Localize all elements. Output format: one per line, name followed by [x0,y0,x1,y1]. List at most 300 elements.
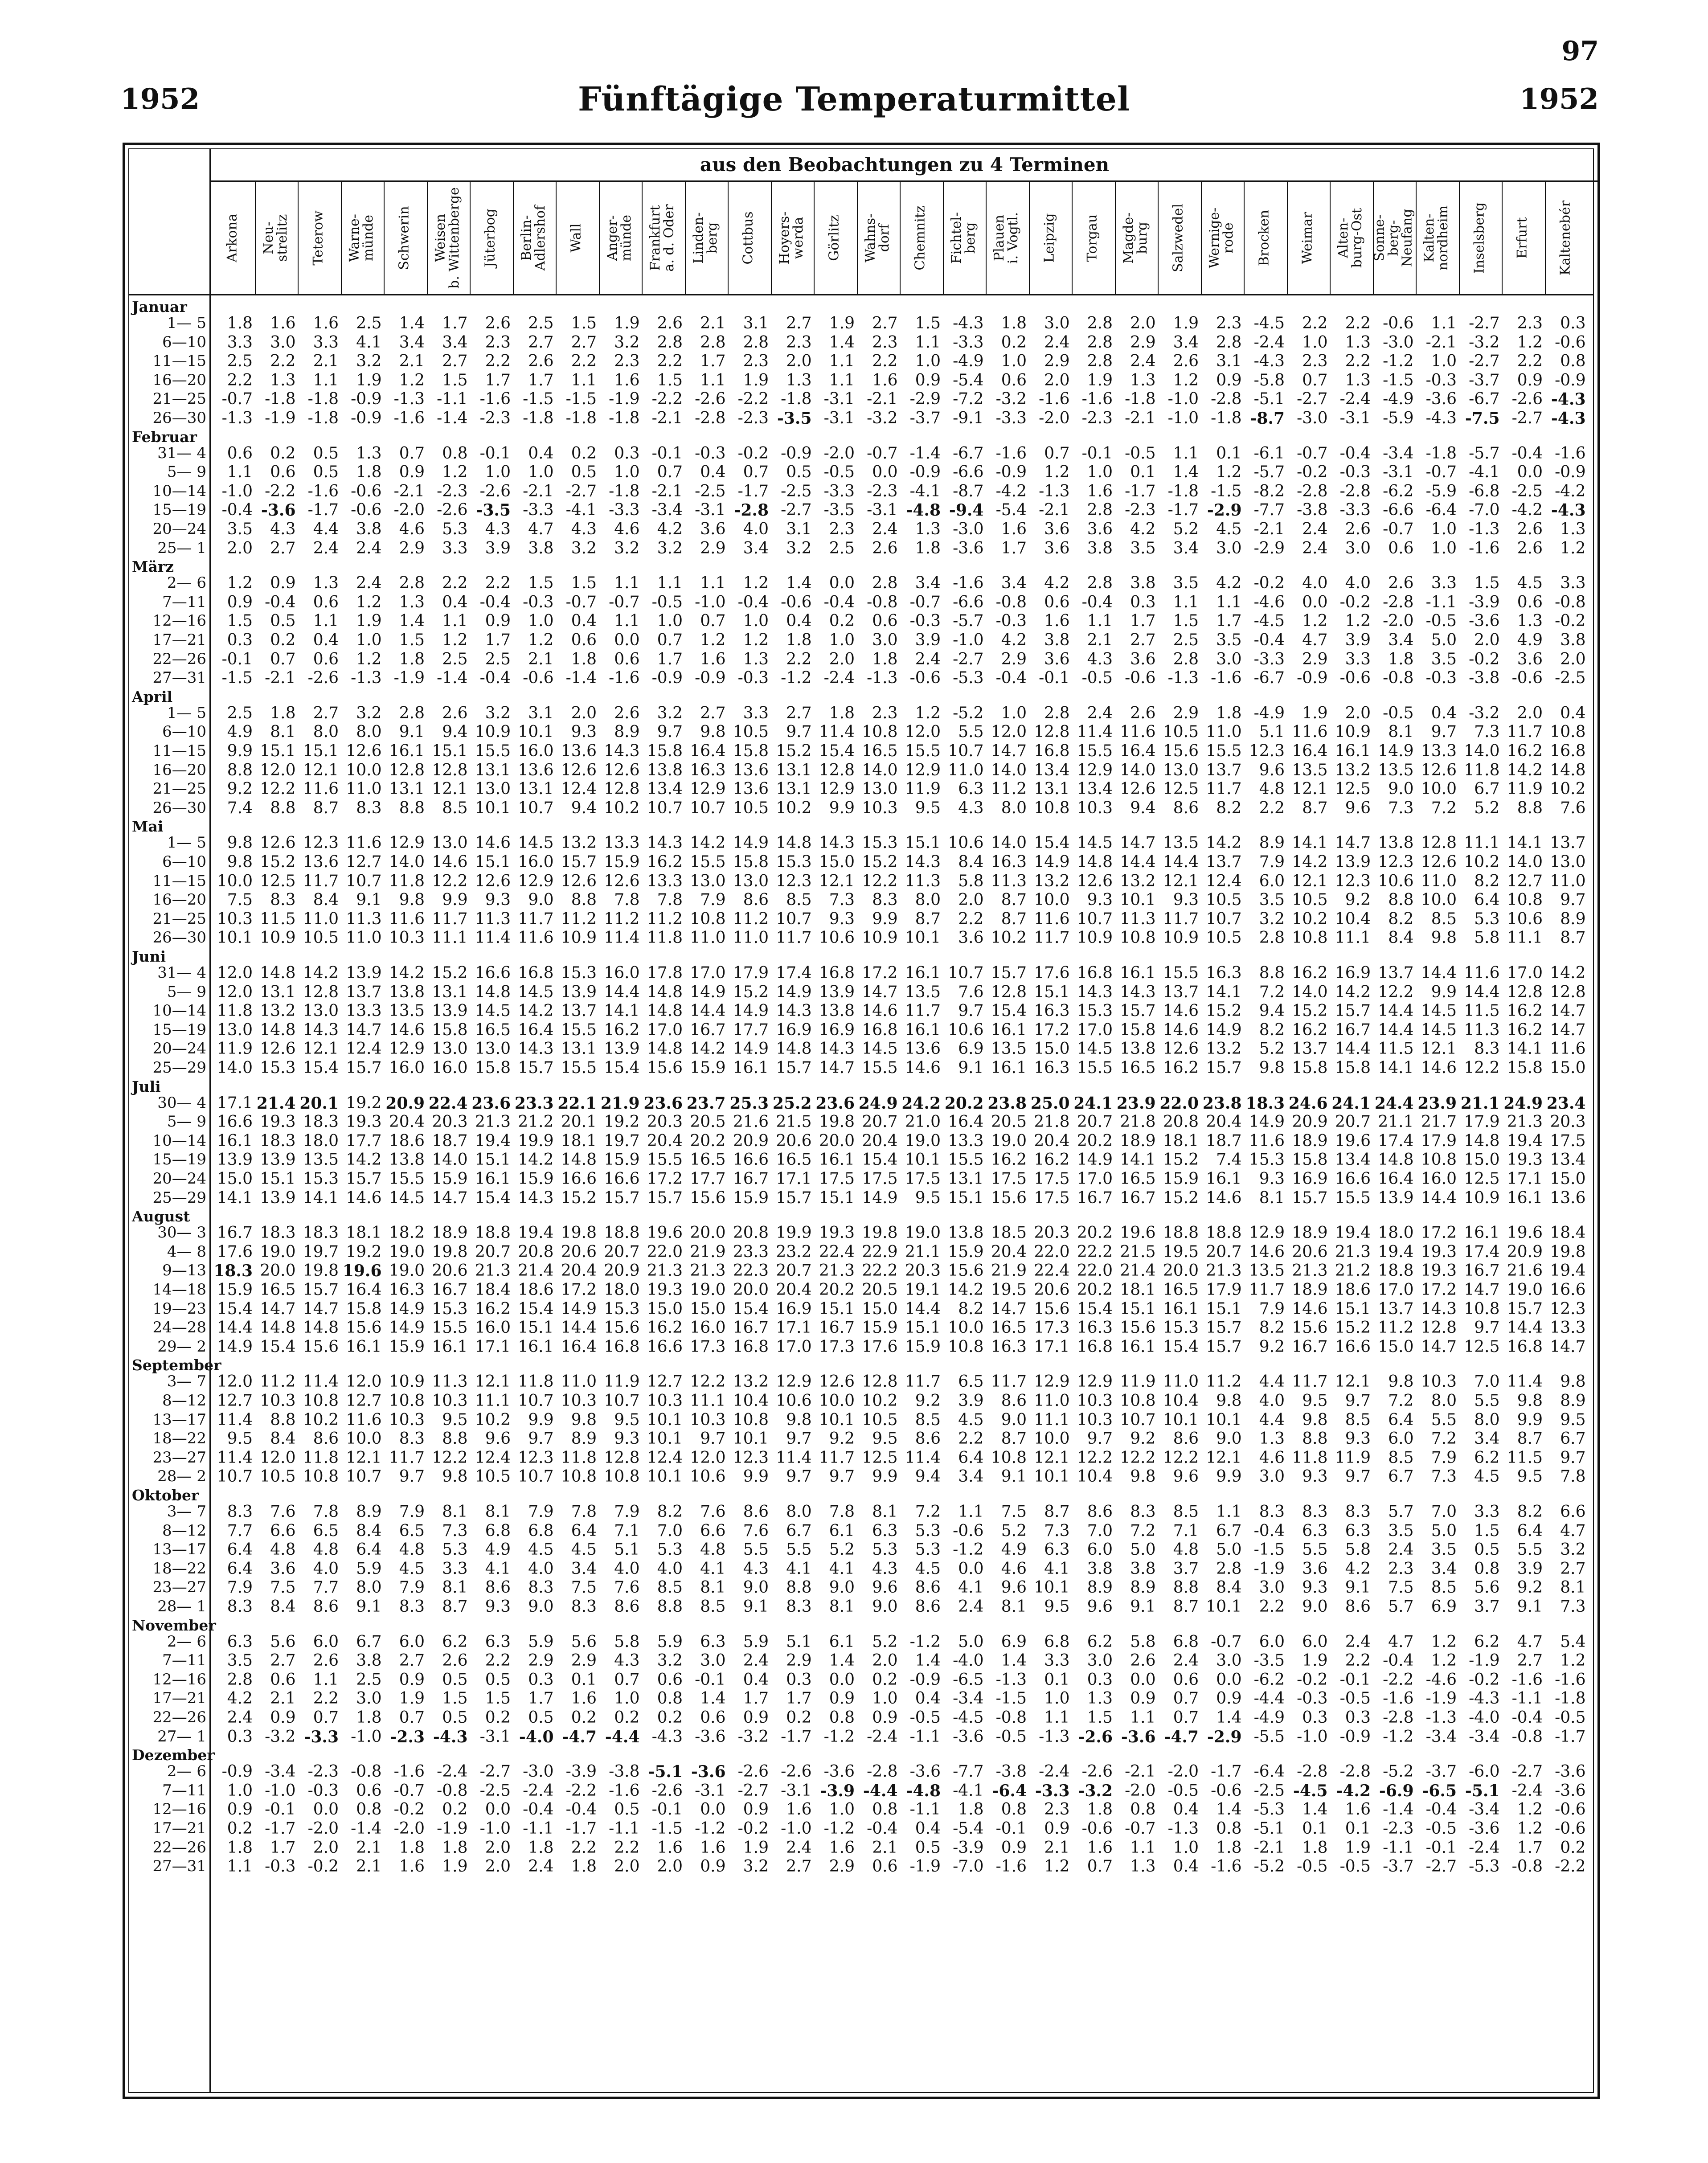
temperature-cell: -1.5 [1253,1540,1285,1559]
table-row [128,1671,1594,1690]
temperature-cell: 4.9 [1001,1540,1027,1559]
period-label: 7—11 [162,593,206,611]
temperature-cell: -3.6 [823,1762,855,1781]
temperature-cell: 2.8 [657,333,683,352]
temperature-cell: -1.2 [781,669,812,688]
temperature-cell: 6.0 [1259,1632,1285,1651]
temperature-cell: 15.5 [1077,1059,1113,1077]
temperature-cell: 1.1 [829,371,855,389]
temperature-cell: 21.1 [1460,1094,1500,1113]
temperature-cell: 2.4 [1087,704,1113,722]
temperature-cell: -3.1 [823,409,855,427]
month-label: Februar [132,428,197,446]
temperature-cell: 17.1 [776,1170,812,1188]
temperature-cell: -1.1 [609,1819,640,1838]
temperature-cell: 0.4 [528,444,554,463]
temperature-cell: 14.6 [1163,1002,1199,1020]
temperature-cell: 16.2 [604,1020,640,1039]
temperature-cell: 9.8 [786,1410,812,1429]
temperature-cell: 21.7 [1421,1113,1457,1131]
temperature-cell: 1.3 [1259,1430,1285,1448]
temperature-cell: 15.9 [905,1337,941,1356]
temperature-cell: 4.2 [657,520,683,538]
temperature-cell: 13.7 [1292,1040,1328,1058]
temperature-cell: 16.2 [1034,1151,1070,1169]
temperature-cell: -0.2 [1555,612,1586,631]
temperature-cell: 8.3 [399,1430,425,1448]
station-header [986,183,1027,293]
temperature-cell: 15.2 [776,742,812,760]
temperature-cell: 12.3 [303,834,339,852]
temperature-cell: 20.3 [1034,1224,1070,1242]
temperature-cell: 10.2 [303,1410,339,1429]
temperature-cell: 2.4 [313,539,339,557]
temperature-cell: 11.7 [905,1002,941,1020]
temperature-cell: -1.2 [1383,352,1414,371]
temperature-cell: 11.1 [1464,834,1500,852]
temperature-cell: 3.3 [1345,650,1371,668]
temperature-cell: -3.7 [1425,1762,1457,1781]
temperature-cell: 14.0 [1464,742,1500,760]
temperature-cell: 11.5 [1378,1040,1414,1058]
temperature-cell: -2.7 [953,650,984,668]
temperature-cell: -5.7 [1253,463,1285,482]
station-name: Arkona [224,213,240,262]
station-divider [728,180,729,294]
temperature-cell: 7.5 [571,1578,597,1597]
temperature-cell: 12.3 [1249,742,1285,760]
temperature-cell: 0.4 [571,612,597,631]
station-divider [1545,180,1546,294]
temperature-cell: 6.3 [485,1632,511,1651]
temperature-cell: -2.6 [437,501,468,520]
temperature-cell: 11.8 [217,1002,253,1020]
temperature-cell: 6.3 [700,1632,726,1651]
temperature-cell: 14.7 [1550,1002,1586,1020]
temperature-cell: 0.9 [1130,1689,1156,1708]
period-label: 7—11 [162,1781,206,1799]
temperature-cell: 11.2 [1378,1319,1414,1337]
temperature-cell: 14.8 [260,1020,296,1039]
temperature-cell: 1.2 [442,631,468,649]
temperature-cell: 16.7 [1120,1188,1156,1207]
temperature-cell: 1.0 [1431,352,1457,371]
temperature-cell: 8.8 [1173,1578,1199,1597]
temperature-cell: 4.8 [399,1540,425,1559]
temperature-cell: 14.4 [604,983,640,1001]
temperature-cell: -1.3 [1039,482,1070,500]
temperature-cell: 20.2 [944,1094,984,1113]
temperature-cell: 12.4 [346,1040,382,1058]
temperature-cell: 10.2 [475,1410,511,1429]
temperature-cell: 0.7 [1087,1857,1113,1876]
temperature-cell: 5.7 [1388,1598,1414,1616]
period-label: 23—27 [152,1578,206,1597]
temperature-cell: 6.1 [829,1521,855,1540]
station-divider [685,180,686,294]
temperature-cell: -1.8 [609,409,640,427]
temperature-cell: 16.0 [518,853,554,871]
temperature-cell: 14.8 [1550,761,1586,779]
temperature-cell: -3.3 [609,501,640,520]
temperature-cell: 14.1 [303,1188,339,1207]
temperature-cell: 15.5 [1206,742,1242,760]
temperature-cell: -2.3 [437,482,468,500]
temperature-cell: 14.8 [260,964,296,982]
temperature-cell: 22.9 [862,1242,898,1261]
temperature-cell: -0.4 [1253,1521,1285,1540]
temperature-cell: 3.3 [743,704,769,722]
temperature-cell: 20.2 [819,1281,855,1299]
temperature-cell: 1.9 [1345,1838,1371,1857]
temperature-cell: 1.6 [786,1800,812,1819]
period-label: 17—21 [152,1819,206,1837]
temperature-cell: 3.6 [1044,520,1070,538]
month-label: Juli [132,1077,161,1095]
temperature-cell: -1.2 [823,1727,855,1746]
temperature-cell: 14.5 [1077,834,1113,852]
temperature-cell: 6.2 [1474,1632,1500,1651]
temperature-cell: 3.2 [657,704,683,722]
temperature-cell: -1.3 [351,669,382,688]
temperature-cell: -0.8 [867,593,898,611]
temperature-cell: 14.4 [217,1319,253,1337]
temperature-cell: 11.8 [1464,761,1500,779]
temperature-cell: 9.8 [700,723,726,741]
temperature-cell: 9.3 [1302,1467,1328,1486]
temperature-cell: 3.5 [1388,1521,1414,1540]
temperature-cell: 10.5 [1292,891,1328,909]
temperature-cell: 2.2 [614,1838,640,1857]
temperature-cell: 2.7 [528,333,554,352]
temperature-cell: 15.1 [905,834,941,852]
temperature-cell: 16.8 [733,1337,769,1356]
temperature-cell: 10.1 [647,1467,683,1486]
temperature-cell: 17.1 [1034,1337,1070,1356]
temperature-cell: 0.2 [1560,1838,1586,1857]
temperature-cell: 0.5 [270,612,296,631]
temperature-cell: -0.8 [437,1781,468,1800]
temperature-cell: 9.3 [829,909,855,928]
temperature-cell: 16.6 [1335,1337,1371,1356]
temperature-cell: 2.6 [442,1651,468,1670]
temperature-cell: 3.4 [1431,1559,1457,1578]
temperature-cell: 10.8 [862,723,898,741]
temperature-cell: 5.9 [657,1632,683,1651]
temperature-cell: 8.5 [915,1410,941,1429]
temperature-cell: 15.5 [862,1059,898,1077]
temperature-cell: -1.6 [1081,390,1113,409]
temperature-cell: 10.0 [1034,891,1070,909]
period-label: 23—27 [152,1448,206,1467]
temperature-cell: 19.3 [819,1224,855,1242]
temperature-cell: 1.0 [657,612,683,631]
temperature-cell: 9.8 [1560,1372,1586,1391]
temperature-cell: 9.9 [442,891,468,909]
temperature-cell: 16.3 [1077,1319,1113,1337]
temperature-cell: 19.8 [561,1224,597,1242]
temperature-cell: 18.8 [604,1224,640,1242]
temperature-cell: 11.4 [217,1410,253,1429]
temperature-cell: 14.8 [776,834,812,852]
temperature-cell: -0.4 [1253,631,1285,649]
temperature-cell: 6.7 [1216,1521,1242,1540]
temperature-cell: 14.7 [819,1059,855,1077]
temperature-cell: 19.8 [862,1224,898,1242]
temperature-cell: 2.4 [1302,539,1328,557]
temperature-cell: 9.7 [1560,891,1586,909]
temperature-cell: 20.0 [1163,1262,1199,1280]
temperature-cell: -1.8 [1125,390,1156,409]
temperature-cell: -1.3 [1039,1727,1070,1746]
temperature-cell: 19.0 [389,1262,425,1280]
temperature-cell: -3.6 [1469,612,1500,631]
temperature-cell: 1.7 [700,352,726,371]
temperature-cell: -3.7 [909,409,941,427]
temperature-cell: -2.0 [1383,612,1414,631]
temperature-cell: 15.4 [475,1188,511,1207]
temperature-cell: 2.6 [1517,539,1543,557]
temperature-cell: 9.5 [1302,1392,1328,1410]
temperature-cell: 21.1 [1378,1113,1414,1131]
period-label: 15—19 [152,1020,206,1039]
temperature-cell: 0.5 [442,1670,468,1689]
temperature-cell: 2.0 [958,891,984,909]
temperature-cell: 12.1 [303,761,339,779]
temperature-cell: -2.0 [307,1819,339,1838]
temperature-cell: 13.0 [690,872,726,890]
temperature-cell: 1.0 [356,631,382,649]
period-label: 25—29 [152,1188,206,1207]
temperature-cell: -2.1 [1125,409,1156,427]
temperature-cell: 2.8 [872,574,898,593]
temperature-cell: 0.6 [1044,593,1070,611]
temperature-cell: 15.0 [1464,1151,1500,1169]
temperature-cell: 2.7 [786,314,812,332]
temperature-cell: 8.8 [1517,799,1543,817]
temperature-cell: 20.7 [604,1242,640,1261]
temperature-cell: 13.5 [905,983,941,1001]
temperature-cell: 9.8 [1517,1392,1543,1410]
temperature-cell: 1.2 [1560,539,1586,557]
temperature-cell: 15.7 [303,1281,339,1299]
temperature-cell: 17.6 [1034,964,1070,982]
temperature-cell: 1.1 [227,463,253,482]
temperature-cell: 1.7 [270,1838,296,1857]
temperature-cell: 11.4 [776,1448,812,1467]
temperature-cell: 12.3 [1378,853,1414,871]
temperature-cell: 14.3 [776,1002,812,1020]
temperature-cell: 1.2 [399,371,425,389]
temperature-cell: 13.5 [1249,1262,1285,1280]
temperature-cell: 15.5 [1163,964,1199,982]
period-label: 12—16 [152,612,206,630]
temperature-cell: -2.6 [479,482,511,500]
temperature-cell: 3.3 [1044,1651,1070,1670]
temperature-cell: 1.4 [700,1689,726,1708]
station-name: Görlitz [826,215,842,261]
temperature-cell: 10.5 [1206,891,1242,909]
temperature-cell: 12.0 [991,723,1027,741]
temperature-cell: 10.0 [1421,891,1457,909]
temperature-cell: 1.1 [1044,1708,1070,1727]
temperature-cell: 14.2 [1507,761,1543,779]
temperature-cell: 3.8 [1044,631,1070,649]
temperature-cell: 5.1 [1259,723,1285,741]
temperature-cell: 0.1 [571,1670,597,1689]
temperature-cell: -3.3 [304,1727,339,1746]
temperature-cell: -0.4 [479,669,511,688]
station-name: Berlin- Adlershof [518,205,548,271]
temperature-cell: 9.8 [1302,1410,1328,1429]
temperature-cell: 9.7 [1345,1467,1371,1486]
temperature-cell: 11.7 [776,929,812,947]
station-name: Hoyers- werda [776,211,806,265]
temperature-cell: 19.4 [475,1131,511,1150]
temperature-cell: 1.7 [528,371,554,389]
temperature-cell: 7.8 [313,1503,339,1521]
temperature-cell: 4.5 [528,1540,554,1559]
period-label: 6—10 [162,853,206,871]
temperature-cell: 14.5 [1077,1040,1113,1058]
temperature-cell: 11.6 [1249,1131,1285,1150]
temperature-cell: 2.1 [356,1857,382,1876]
temperature-cell: 13.3 [604,834,640,852]
temperature-cell: -0.9 [909,463,941,482]
temperature-cell: 0.2 [571,1708,597,1727]
temperature-cell: -2.4 [437,1762,468,1781]
temperature-cell: -5.1 [1465,1781,1500,1800]
station-header [728,183,769,293]
temperature-cell: 3.2 [356,704,382,722]
temperature-cell: 16.9 [819,1020,855,1039]
temperature-cell: 10.8 [733,1410,769,1429]
station-header [1459,183,1500,293]
temperature-cell: 6.7 [356,1632,382,1651]
temperature-cell: -2.8 [1383,593,1414,611]
temperature-cell: -0.5 [995,1727,1027,1746]
temperature-cell: 11.3 [432,1372,468,1391]
temperature-cell: 16.3 [690,761,726,779]
temperature-cell: 2.8 [399,704,425,722]
temperature-cell: -0.7 [1383,520,1414,538]
temperature-cell: 8.4 [1216,1578,1242,1597]
temperature-cell: 4.0 [313,1559,339,1578]
year-right: 1952 [1519,82,1599,116]
temperature-cell: -1.6 [1039,390,1070,409]
temperature-cell: -1.7 [265,1819,296,1838]
station-divider [1158,180,1159,294]
temperature-cell: 1.0 [872,1689,898,1708]
temperature-cell: 0.3 [1130,593,1156,611]
temperature-cell: 2.1 [399,352,425,371]
temperature-cell: 12.5 [260,872,296,890]
temperature-cell: 12.0 [905,723,941,741]
temperature-cell: 1.0 [743,612,769,631]
temperature-cell: 8.0 [313,723,339,741]
temperature-cell: 21.1 [905,1242,941,1261]
station-name: Salzwedel [1170,204,1186,272]
temperature-cell: -0.7 [1211,1632,1242,1651]
temperature-cell: 17.9 [1206,1281,1242,1299]
station-divider [255,180,256,294]
temperature-cell: 0.9 [399,463,425,482]
temperature-cell: 6.6 [700,1521,726,1540]
period-label: 15—19 [152,501,206,519]
temperature-cell: 6.4 [958,1448,984,1467]
temperature-cell: 14.6 [389,1020,425,1039]
temperature-cell: 2.7 [872,314,898,332]
temperature-cell: 14.2 [518,1151,554,1169]
temperature-cell: -9.1 [953,409,984,427]
temperature-cell: 4.0 [528,1559,554,1578]
temperature-cell: 0.7 [700,612,726,631]
temperature-cell: 9.7 [1474,1319,1500,1337]
station-header [685,183,726,293]
temperature-cell: -1.2 [1383,1727,1414,1746]
temperature-cell: 0.3 [1560,314,1586,332]
temperature-cell: 3.0 [700,1651,726,1670]
temperature-cell: 1.4 [1302,1800,1328,1819]
period-label: 16—20 [152,891,206,909]
temperature-cell: 5.6 [1474,1578,1500,1597]
temperature-cell: 10.3 [862,799,898,817]
temperature-cell: 0.1 [1216,444,1242,463]
temperature-cell: -1.0 [1297,1727,1328,1746]
temperature-cell: 14.3 [905,853,941,871]
temperature-cell: -2.0 [1125,1781,1156,1800]
temperature-cell: 8.3 [528,1578,554,1597]
temperature-cell: 0.2 [829,612,855,631]
table-row [128,1319,1594,1338]
temperature-cell: 0.4 [700,463,726,482]
temperature-cell: 3.2 [657,1651,683,1670]
temperature-cell: -6.7 [1253,669,1285,688]
temperature-cell: 1.9 [442,1857,468,1876]
temperature-cell: 14.9 [1077,1151,1113,1169]
temperature-cell: 19.6 [647,1224,683,1242]
temperature-cell: 0.5 [313,463,339,482]
temperature-cell: 14.2 [389,964,425,982]
temperature-cell: 6.6 [270,1521,296,1540]
temperature-cell: -1.0 [479,1819,511,1838]
temperature-cell: 13.2 [1120,872,1156,890]
temperature-cell: 2.9 [829,1857,855,1876]
temperature-cell: -4.3 [1551,501,1586,520]
temperature-cell: 9.8 [1259,1059,1285,1077]
temperature-cell: 15.3 [1077,1002,1113,1020]
temperature-cell: 8.5 [1345,1410,1371,1429]
station-divider [900,180,901,294]
temperature-cell: 14.0 [991,834,1027,852]
temperature-cell: 0.9 [829,1689,855,1708]
temperature-cell: 14.7 [1335,834,1371,852]
temperature-cell: -0.8 [995,1708,1027,1727]
temperature-cell: 5.3 [1474,909,1500,928]
temperature-cell: 1.2 [356,650,382,668]
temperature-cell: 1.8 [958,1800,984,1819]
temperature-cell: 12.1 [819,872,855,890]
station-header [513,183,554,293]
temperature-cell: 10.8 [1507,891,1543,909]
temperature-cell: 2.4 [958,1598,984,1616]
period-label: 10—14 [152,1002,206,1020]
temperature-cell: 13.4 [1077,780,1113,799]
temperature-cell: 16.0 [389,1059,425,1077]
temperature-cell: 15.3 [1163,1319,1199,1337]
temperature-cell: 14.6 [1292,1299,1328,1318]
temperature-cell: 0.2 [1001,333,1027,352]
